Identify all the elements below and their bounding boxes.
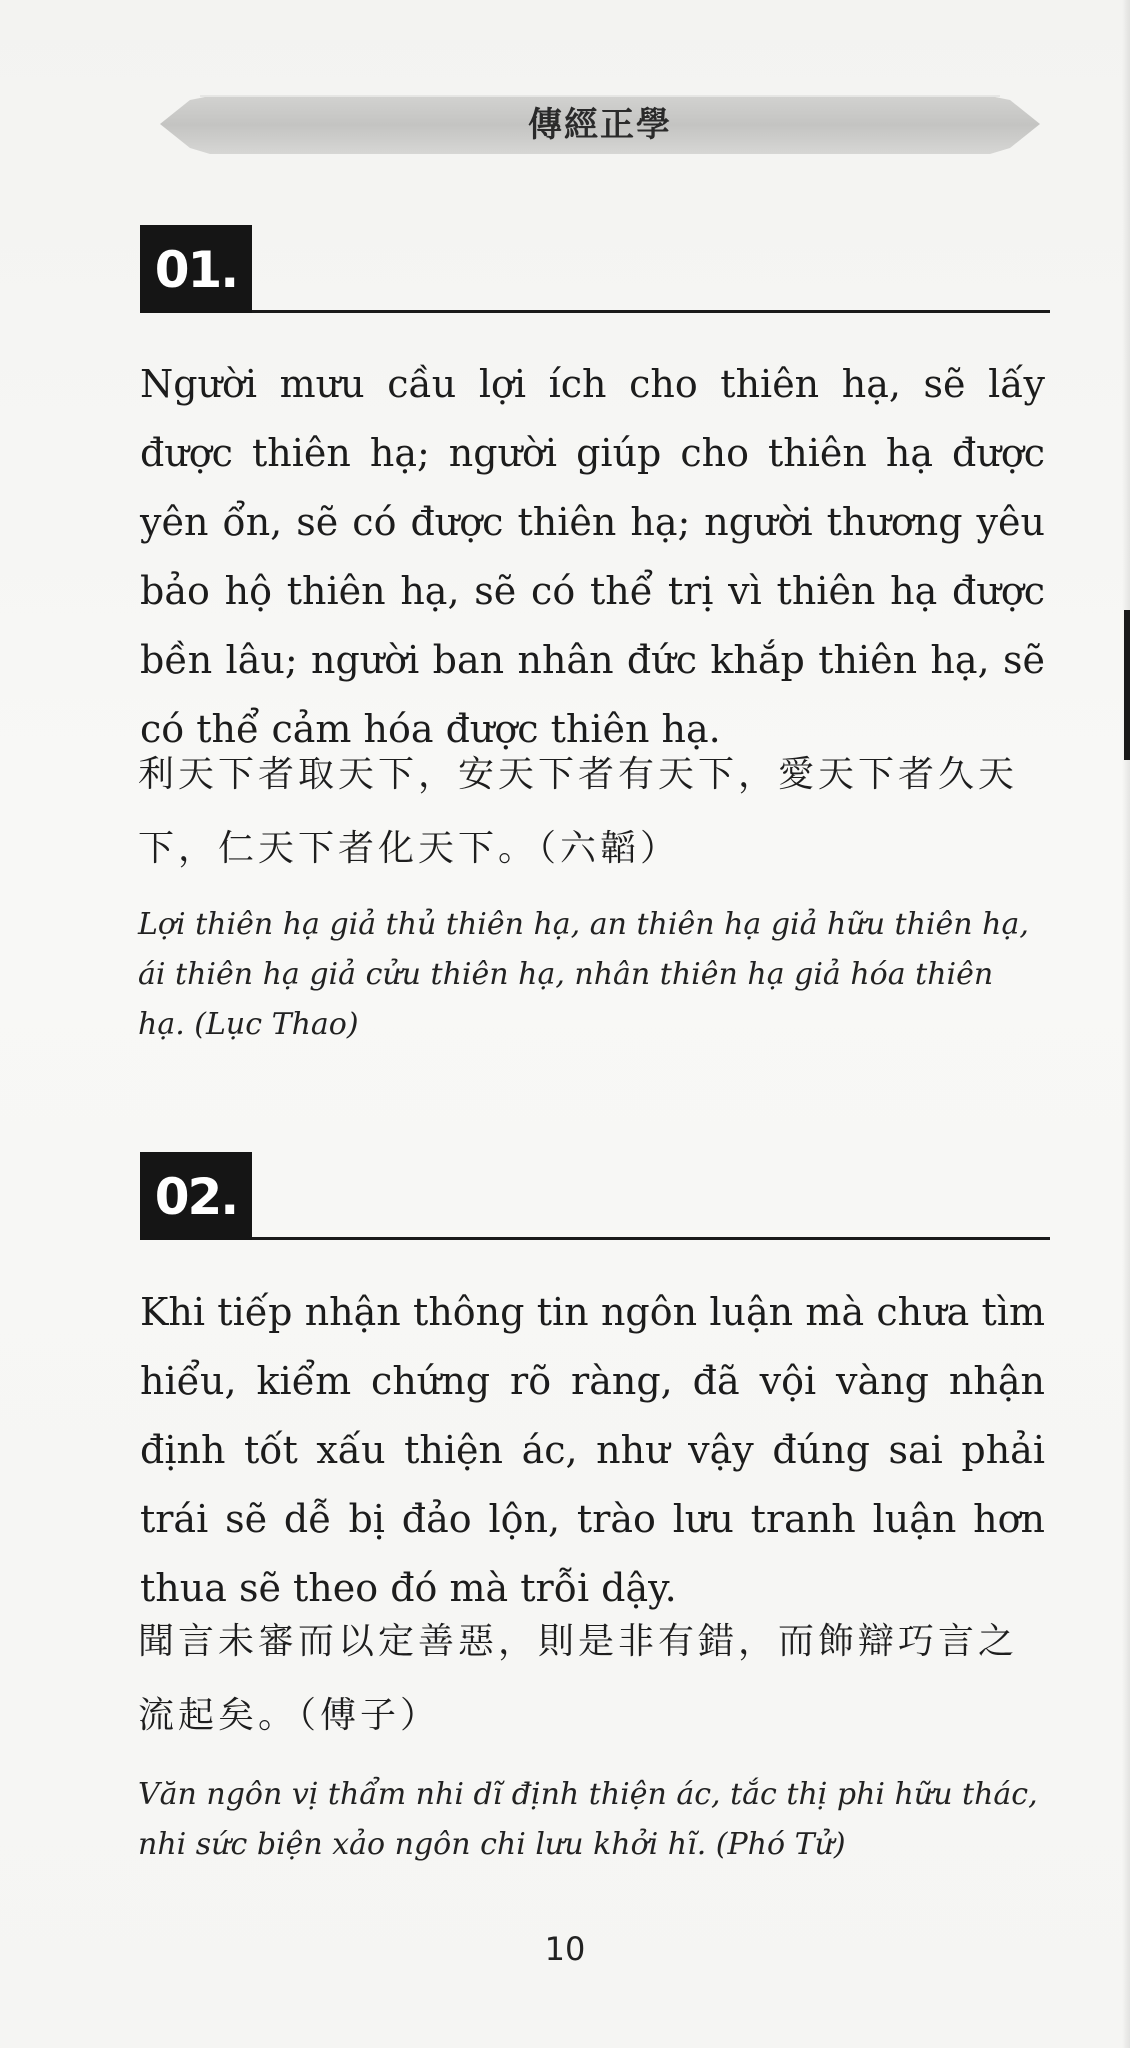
page-number: 10 [544,1930,586,1968]
section-heading-02 [140,1152,1050,1242]
section-02-vietnamese-text: Khi tiếp nhận thông tin ngôn luận mà chưa tìm hiểu, kiểm chứng rõ ràng, đã vội vàng nhận định tốt xấu thiện ác, như vậy đúng sai phải trái sẽ dễ bị đảo lộn, trào lưu tranh luận hơn thua sẽ theo đó mà trỗi dậy. [140,1290,1045,1610]
section-02-chinese-quote: 聞言未審而以定善惡，則是非有錯，而飾辯巧言之流起矣。（傅子） [138,1621,1019,1736]
section-number-badge: 02. [140,1152,252,1240]
section-01-vietnamese-text: Người mưu cầu lợi ích cho thiên hạ, sẽ lấy được thiên hạ; người giúp cho thiên hạ được yên ổn, sẽ có được thiên hạ; người thương yêu bảo hộ thiên hạ, sẽ có thể trị vì thiên hạ được bền lâu; người ban nhân đức khắp thiên hạ, sẽ có thể cảm hóa được thiên hạ. [140,362,1045,751]
section-01-transliteration: Lợi thiên hạ giả thủ thiên hạ, an thiên hạ giả hữu thiên hạ, ái thiên hạ giả cửu thiên hạ, nhân thiên hạ giả hóa thiên hạ. (Lục Thao) [138,907,1029,1042]
section-rule [252,310,1050,313]
section-02-transliteration: Văn ngôn vị thẩm nhi dĩ định thiện ác, tắc thị phi hữu thác, nhi sức biện xảo ngôn chi lưu khởi hĩ. (Phó Tử) [138,1777,1038,1862]
section-heading-01 [140,225,1050,315]
section-rule [252,1237,1050,1240]
header-banner [160,86,1040,164]
page-edge-marker [1124,610,1130,760]
section-number-badge: 01. [140,225,252,313]
page-edge-shadow [1122,0,1130,2048]
header-title: 傳經正學 [528,105,672,145]
section-01-chinese-quote: 利天下者取天下，安天下者有天下，愛天下者久天下，仁天下者化天下。（六韜） [138,754,1019,869]
